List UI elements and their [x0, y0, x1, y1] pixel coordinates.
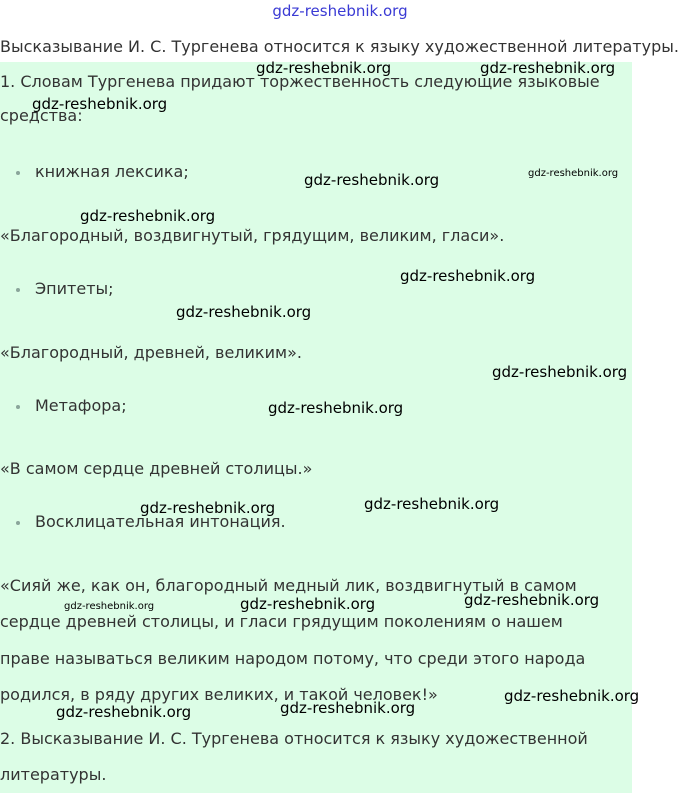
bullet-dot	[16, 171, 20, 175]
example-line: «Благородный, воздвигнутый, грядущим, великим, гласи».	[0, 226, 505, 245]
site-name[interactable]: gdz-reshebnik.org	[272, 2, 408, 20]
watermark: gdz-reshebnik.org	[140, 499, 276, 517]
watermark: gdz-reshebnik.org	[80, 207, 216, 225]
bullet-label: Метафора;	[35, 396, 127, 415]
bullet-label: книжная лексика;	[35, 162, 189, 181]
quote-line: праве называться великим народом потому, что среди этого народа	[0, 649, 586, 668]
quote-line: «Сияй же, как он, благородный медный лик, воздвигнутый в самом	[0, 576, 577, 595]
quote-line: родился, в ряду других великих, и такой человек!»	[0, 685, 438, 704]
watermark: gdz-reshebnik.org	[32, 95, 168, 113]
watermark: gdz-reshebnik.org	[492, 363, 628, 381]
watermark: gdz-reshebnik.org	[268, 399, 404, 417]
bullet-dot	[16, 521, 20, 525]
question-1-line-1: 1. Словам Тургенева придают торжественность следующие языковые	[0, 72, 600, 91]
quote-line: сердце древней столицы, и гласи грядущим поколениям о нашем	[0, 612, 563, 631]
question-2-line-2: литературы.	[0, 765, 107, 784]
watermark: gdz-reshebnik.org	[528, 168, 619, 179]
question-1-line-2: средства:	[0, 106, 83, 125]
question-2-line-1: 2. Высказывание И. С. Тургенева относится к языку художественной	[0, 729, 588, 748]
example-line: «В самом сердце древней столицы.»	[0, 459, 313, 478]
example-line: «Благородный, древней, великим».	[0, 343, 302, 362]
bullet-dot	[16, 288, 20, 292]
intro-text: Высказывание И. С. Тургенева относится к языку художественной литературы.	[0, 37, 679, 56]
watermark: gdz-reshebnik.org	[464, 591, 600, 609]
bullet-label: Восклицательная интонация.	[35, 512, 286, 531]
watermark: gdz-reshebnik.org	[504, 687, 640, 705]
watermark: gdz-reshebnik.org	[176, 303, 312, 321]
watermark: gdz-reshebnik.org	[280, 699, 416, 717]
watermark: gdz-reshebnik.org	[64, 601, 155, 612]
watermark: gdz-reshebnik.org	[256, 59, 392, 77]
site-header[interactable]	[0, 2, 680, 20]
watermark: gdz-reshebnik.org	[56, 703, 192, 721]
bullet-dot	[16, 405, 20, 409]
watermark: gdz-reshebnik.org	[304, 171, 440, 189]
watermark: gdz-reshebnik.org	[480, 59, 616, 77]
watermark: gdz-reshebnik.org	[400, 267, 536, 285]
watermark: gdz-reshebnik.org	[240, 595, 376, 613]
watermark: gdz-reshebnik.org	[364, 495, 500, 513]
bullet-label: Эпитеты;	[35, 279, 114, 298]
